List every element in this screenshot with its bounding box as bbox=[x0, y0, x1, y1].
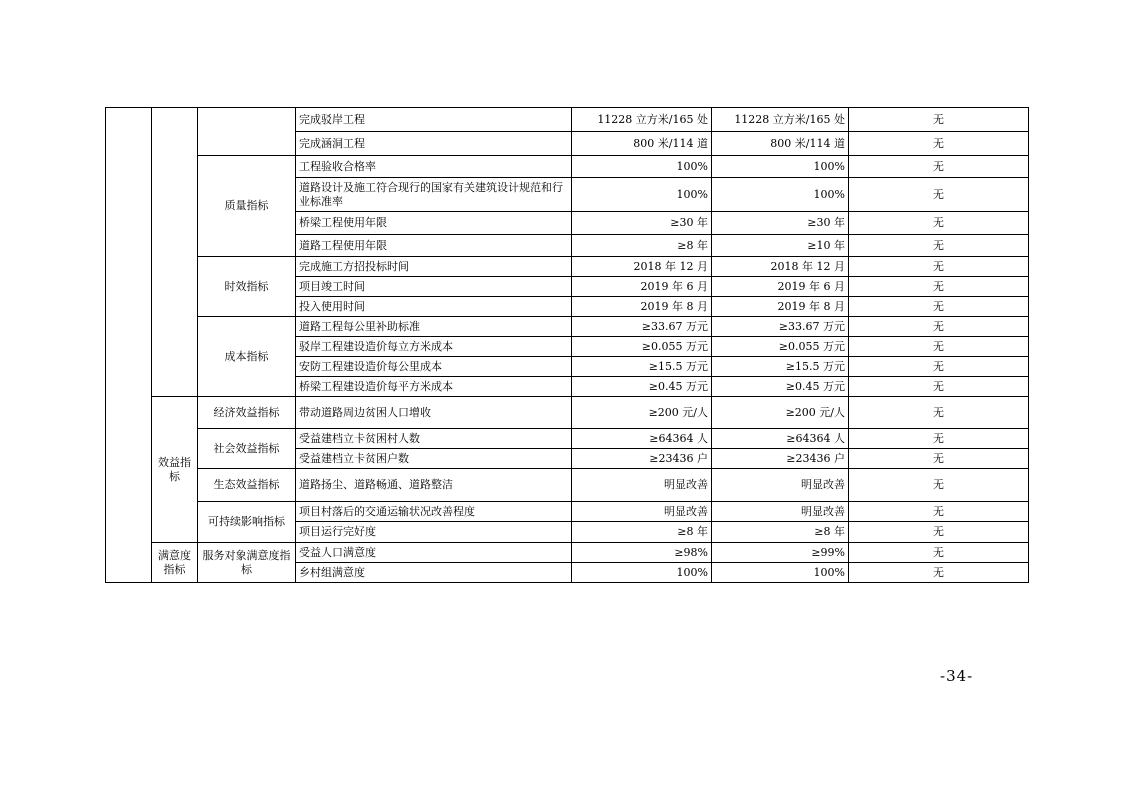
deviation-cell: 无 bbox=[849, 257, 1029, 277]
actual-value-cell: ≥8 年 bbox=[712, 522, 849, 543]
target-value-cell: 800 米/114 道 bbox=[572, 132, 712, 156]
target-value-cell: ≥64364 人 bbox=[572, 429, 712, 449]
target-value-cell: 2019 年 6 月 bbox=[572, 277, 712, 297]
target-value-cell: ≥0.055 万元 bbox=[572, 337, 712, 357]
actual-value-cell: 2019 年 8 月 bbox=[712, 297, 849, 317]
table-row bbox=[106, 469, 1029, 502]
target-value-cell: 100% bbox=[572, 178, 712, 212]
indicator-cell: 项目村落后的交通运输状况改善程度 bbox=[296, 502, 572, 522]
deviation-cell: 无 bbox=[849, 563, 1029, 583]
deviation-cell: 无 bbox=[849, 449, 1029, 469]
level3-ecological: 生态效益指标 bbox=[198, 469, 296, 502]
deviation-cell: 无 bbox=[849, 108, 1029, 132]
actual-value-cell: 100% bbox=[712, 156, 849, 178]
actual-value-cell: ≥23436 户 bbox=[712, 449, 849, 469]
indicator-cell: 受益建档立卡贫困村人数 bbox=[296, 429, 572, 449]
deviation-cell: 无 bbox=[849, 178, 1029, 212]
level3-quality: 质量指标 bbox=[198, 156, 296, 257]
deviation-cell: 无 bbox=[849, 317, 1029, 337]
level3-timeliness: 时效指标 bbox=[198, 257, 296, 317]
page-number: -34- bbox=[940, 667, 974, 685]
level2-cell-output bbox=[152, 108, 198, 397]
indicator-cell: 完成涵洞工程 bbox=[296, 132, 572, 156]
actual-value-cell: ≥0.055 万元 bbox=[712, 337, 849, 357]
indicator-cell: 桥梁工程建设造价每平方米成本 bbox=[296, 377, 572, 397]
target-value-cell: 100% bbox=[572, 156, 712, 178]
deviation-cell: 无 bbox=[849, 469, 1029, 502]
deviation-cell: 无 bbox=[849, 132, 1029, 156]
actual-value-cell: 明显改善 bbox=[712, 469, 849, 502]
indicator-cell: 驳岸工程建设造价每立方米成本 bbox=[296, 337, 572, 357]
deviation-cell: 无 bbox=[849, 277, 1029, 297]
actual-value-cell: ≥10 年 bbox=[712, 235, 849, 257]
indicator-cell: 项目竣工时间 bbox=[296, 277, 572, 297]
actual-value-cell: ≥99% bbox=[712, 543, 849, 563]
indicator-cell: 道路工程使用年限 bbox=[296, 235, 572, 257]
deviation-cell: 无 bbox=[849, 377, 1029, 397]
target-value-cell: ≥23436 户 bbox=[572, 449, 712, 469]
table-row bbox=[106, 397, 1029, 429]
target-value-cell: ≥30 年 bbox=[572, 212, 712, 235]
table-row bbox=[106, 317, 1029, 337]
deviation-cell: 无 bbox=[849, 543, 1029, 563]
deviation-cell: 无 bbox=[849, 297, 1029, 317]
level2-benefit: 效益指标 bbox=[152, 397, 198, 543]
actual-value-cell: ≥64364 人 bbox=[712, 429, 849, 449]
actual-value-cell: 2019 年 6 月 bbox=[712, 277, 849, 297]
indicator-cell: 完成驳岸工程 bbox=[296, 108, 572, 132]
level3-service: 服务对象满意度指标 bbox=[198, 543, 296, 583]
indicator-cell: 道路设计及施工符合现行的国家有关建筑设计规范和行业标准率 bbox=[296, 178, 572, 212]
indicator-cell: 受益建档立卡贫困户数 bbox=[296, 449, 572, 469]
deviation-cell: 无 bbox=[849, 397, 1029, 429]
deviation-cell: 无 bbox=[849, 212, 1029, 235]
table-row bbox=[106, 543, 1029, 563]
actual-value-cell: ≥33.67 万元 bbox=[712, 317, 849, 337]
deviation-cell: 无 bbox=[849, 235, 1029, 257]
target-value-cell: ≥33.67 万元 bbox=[572, 317, 712, 337]
target-value-cell: 2018 年 12 月 bbox=[572, 257, 712, 277]
table-row bbox=[106, 429, 1029, 449]
actual-value-cell: 2018 年 12 月 bbox=[712, 257, 849, 277]
target-value-cell: 明显改善 bbox=[572, 502, 712, 522]
actual-value-cell: ≥15.5 万元 bbox=[712, 357, 849, 377]
target-value-cell: 2019 年 8 月 bbox=[572, 297, 712, 317]
table-row bbox=[106, 257, 1029, 277]
target-value-cell: ≥98% bbox=[572, 543, 712, 563]
target-value-cell: 11228 立方米/165 处 bbox=[572, 108, 712, 132]
actual-value-cell: 100% bbox=[712, 178, 849, 212]
level1-cell bbox=[106, 108, 152, 583]
deviation-cell: 无 bbox=[849, 357, 1029, 377]
deviation-cell: 无 bbox=[849, 502, 1029, 522]
deviation-cell: 无 bbox=[849, 156, 1029, 178]
deviation-cell: 无 bbox=[849, 522, 1029, 543]
actual-value-cell: ≥200 元/人 bbox=[712, 397, 849, 429]
indicator-cell: 投入使用时间 bbox=[296, 297, 572, 317]
level3-economic: 经济效益指标 bbox=[198, 397, 296, 429]
deviation-cell: 无 bbox=[849, 429, 1029, 449]
target-value-cell: ≥200 元/人 bbox=[572, 397, 712, 429]
indicator-cell: 道路扬尘、道路畅通、道路整洁 bbox=[296, 469, 572, 502]
indicator-cell: 项目运行完好度 bbox=[296, 522, 572, 543]
indicator-cell: 完成施工方招投标时间 bbox=[296, 257, 572, 277]
indicator-cell: 受益人口满意度 bbox=[296, 543, 572, 563]
level3-cost: 成本指标 bbox=[198, 317, 296, 397]
level2-satisfaction: 满意度指标 bbox=[152, 543, 198, 583]
indicator-cell: 道路工程每公里补助标准 bbox=[296, 317, 572, 337]
actual-value-cell: 100% bbox=[712, 563, 849, 583]
actual-value-cell: 明显改善 bbox=[712, 502, 849, 522]
table-row bbox=[106, 502, 1029, 522]
actual-value-cell: ≥0.45 万元 bbox=[712, 377, 849, 397]
indicator-cell: 桥梁工程使用年限 bbox=[296, 212, 572, 235]
actual-value-cell: 11228 立方米/165 处 bbox=[712, 108, 849, 132]
actual-value-cell: ≥30 年 bbox=[712, 212, 849, 235]
target-value-cell: 100% bbox=[572, 563, 712, 583]
indicator-cell: 安防工程建设造价每公里成本 bbox=[296, 357, 572, 377]
actual-value-cell: 800 米/114 道 bbox=[712, 132, 849, 156]
target-value-cell: ≥0.45 万元 bbox=[572, 377, 712, 397]
indicator-cell: 乡村组满意度 bbox=[296, 563, 572, 583]
table-row bbox=[106, 156, 1029, 178]
target-value-cell: 明显改善 bbox=[572, 469, 712, 502]
target-value-cell: ≥8 年 bbox=[572, 235, 712, 257]
level3-social: 社会效益指标 bbox=[198, 429, 296, 469]
deviation-cell: 无 bbox=[849, 337, 1029, 357]
performance-indicator-table bbox=[105, 107, 1029, 583]
level3-cell-quantity bbox=[198, 108, 296, 156]
indicator-cell: 带动道路周边贫困人口增收 bbox=[296, 397, 572, 429]
target-value-cell: ≥8 年 bbox=[572, 522, 712, 543]
table-row bbox=[106, 108, 1029, 132]
target-value-cell: ≥15.5 万元 bbox=[572, 357, 712, 377]
level3-sustainable: 可持续影响指标 bbox=[198, 502, 296, 543]
indicator-cell: 工程验收合格率 bbox=[296, 156, 572, 178]
